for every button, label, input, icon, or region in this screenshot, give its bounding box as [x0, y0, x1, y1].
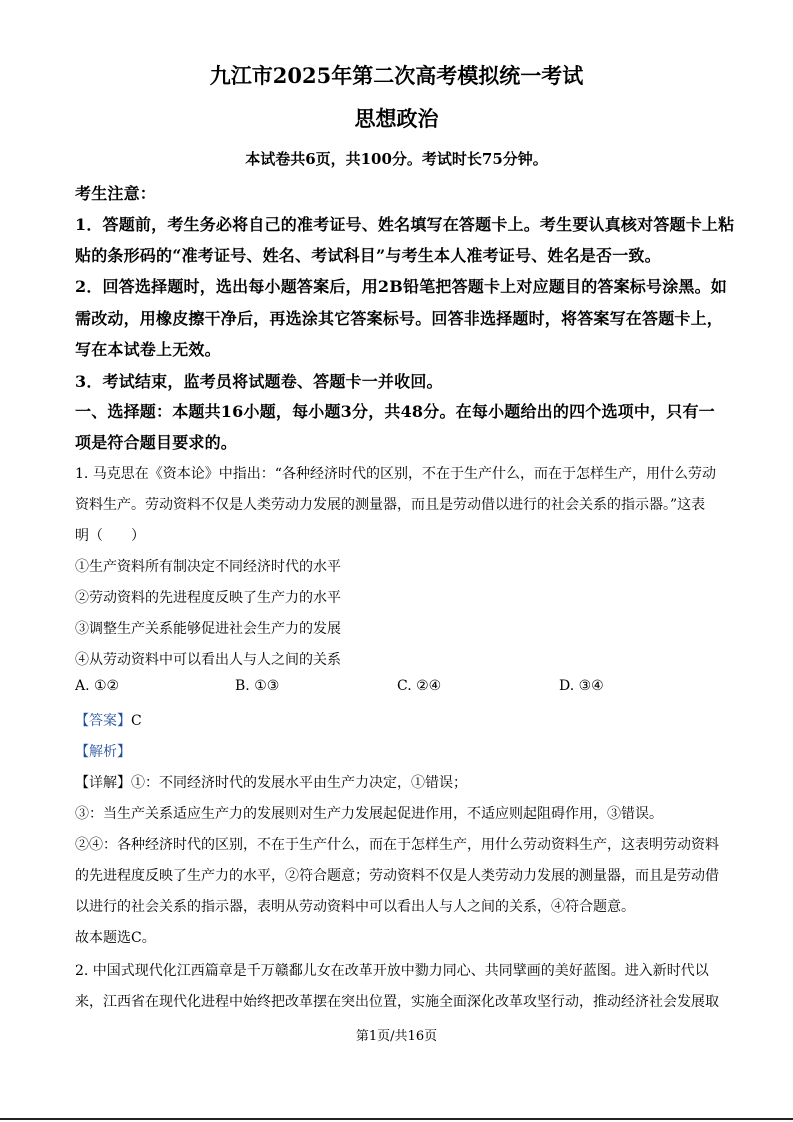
- question-1-stem-line-2: 资料生产。劳动资料不仅是人类劳动力发展的测量器，而且是劳动借以进行的社会关系的指示器。”这表: [75, 497, 706, 513]
- notice-item-2-line-1: 2．回答选择题时，选出每小题答案后，用2B铅笔把答题卡上对应题目的答案标号涂黑。如: [75, 277, 727, 296]
- detail-line-5: 以进行的社会关系的指示器，表明从劳动资料中可以看出人与人之间的关系，④符合题意。: [75, 899, 635, 915]
- detail-label: 【详解】: [75, 775, 131, 791]
- exam-title: 九江市2025年第二次高考模拟统一考试: [209, 63, 584, 88]
- question-1-statement-4: ④从劳动资料中可以看出人与人之间的关系: [75, 652, 341, 668]
- detail-line-1: [75, 772, 723, 792]
- option-a: A. ①②: [75, 678, 120, 694]
- question-2-line-2: 来，江西省在现代化进程中始终把改革摆在突出位置，实施全面深化改革攻坚行动，推动经济社会发展取: [75, 994, 719, 1010]
- answer-row: [75, 710, 723, 730]
- question-1-options: [75, 678, 723, 698]
- page-number: 第1页/共16页: [355, 1029, 438, 1044]
- detail-line-4: 的先进程度反映了生产力的水平，②符合题意；劳动资料不仅是人类劳动力发展的测量器，而且是劳动借: [75, 868, 719, 884]
- exam-info: 本试卷共6页，共100分。考试时长75分钟。: [245, 150, 548, 168]
- notice-item-2-line-3: 写在本试卷上无效。: [75, 340, 221, 359]
- section-1-heading-line-2: 项是符合题目要求的。: [75, 433, 238, 452]
- option-c: C. ②④: [397, 678, 442, 694]
- detail-line-2: ③：当生产关系适应生产力的发展则对生产力发展起促进作用，不适应则起阻碍作用，③错误。: [75, 806, 663, 822]
- question-1-stem-line-3: 明（ ）: [75, 528, 145, 544]
- conclusion: 故本题选C。: [75, 930, 156, 946]
- notice-item-3: 3．考试结束，监考员将试题卷、答题卡一并收回。: [75, 372, 443, 391]
- question-1-stem-line-1: 1. 马克思在《资本论》中指出：“各种经济时代的区别，不在于生产什么，而在于怎样生产，用什么劳动: [75, 466, 716, 482]
- question-2-line-1: 2. 中国式现代化江西篇章是千万赣鄱儿女在改革开放中勠力同心、共同擘画的美好蓝图。进入新时代以: [75, 963, 709, 979]
- option-d: D. ③④: [559, 678, 604, 694]
- analysis-label: 【解析】: [75, 744, 131, 760]
- question-1-statement-1: ①生产资料所有制决定不同经济时代的水平: [75, 559, 341, 575]
- notice-item-1-line-1: 1．答题前，考生务必将自己的准考证号、姓名填写在答题卡上。考生要认真核对答题卡上粘: [75, 215, 735, 234]
- section-1-heading-line-1: 一、选择题：本题共16小题，每小题3分，共48分。在每小题给出的四个选项中，只有一: [75, 402, 715, 421]
- option-b: B. ①③: [235, 678, 280, 694]
- answer-value: C: [131, 713, 142, 729]
- notice-heading: 考生注意：: [75, 184, 157, 203]
- question-1-statement-2: ②劳动资料的先进程度反映了生产力的水平: [75, 590, 341, 606]
- question-1-statement-3: ③调整生产关系能够促进社会生产力的发展: [75, 621, 341, 637]
- bottom-divider: [0, 1118, 793, 1120]
- notice-item-2-line-2: 需改动，用橡皮擦干净后，再选涂其它答案标号。回答非选择题时，将答案写在答题卡上，: [75, 309, 724, 328]
- detail-line-3: ②④：各种经济时代的区别，不在于生产什么，而在于怎样生产，用什么劳动资料生产，这表明劳动资料: [75, 837, 719, 853]
- answer-label: 【答案】: [75, 713, 131, 729]
- detail-text-1: ①：不同经济时代的发展水平由生产力决定，①错误；: [131, 775, 467, 791]
- notice-item-1-line-2: 贴的条形码的“准考证号、姓名、考试科目”与考生本人准考证号、姓名是否一致。: [75, 246, 661, 265]
- subject-title: 思想政治: [354, 106, 439, 131]
